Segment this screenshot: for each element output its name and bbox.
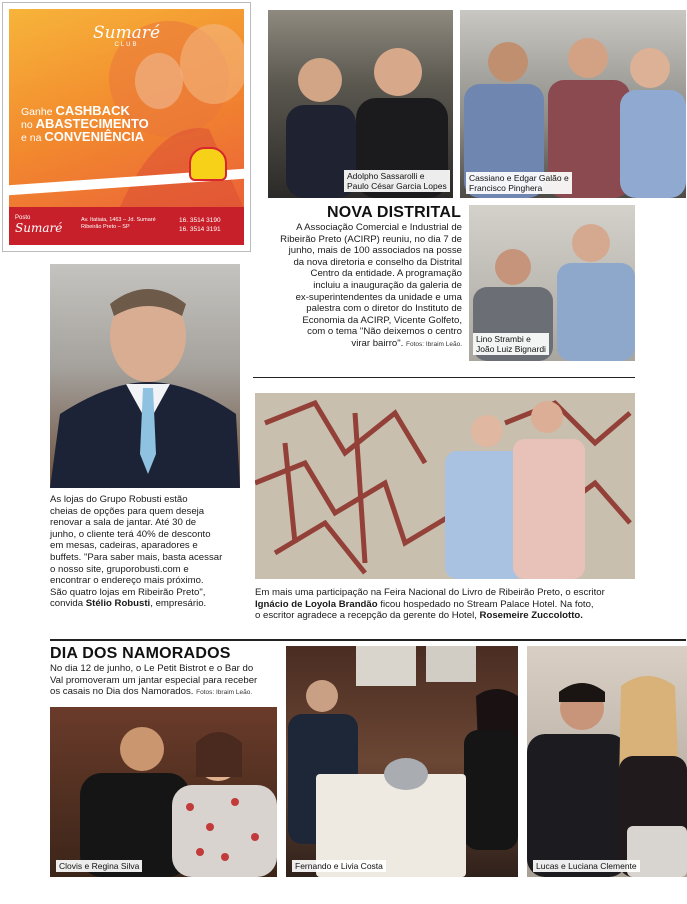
shell-logo-icon bbox=[189, 147, 227, 181]
feira-body: Em mais uma participação na Feira Nacional do Livro de Ribeirão Preto, o escritor Ignácio de Loyola Brandão ficou hospedado no Stream Palace Hotel. Na foto, o escritor agradece a recepção da gerente do Hotel, Rosemeire Zuccolotto. bbox=[255, 587, 605, 622]
photo-cassiano-edgar-francisco bbox=[460, 10, 686, 198]
ad-headline: Ganhe CASHBACK no ABASTECIMENTO e na CONVENIÊNCIA bbox=[21, 103, 149, 144]
photo-stelio-robusti bbox=[50, 264, 240, 488]
photo-fernando-livia bbox=[286, 646, 518, 877]
ad-logo: Sumaré bbox=[92, 23, 161, 43]
ad-artwork bbox=[9, 9, 244, 245]
photo-ignacio-rosemeire bbox=[255, 393, 635, 579]
heading-nova-distrital: NOVA DISTRITAL bbox=[327, 204, 462, 221]
distrital-credit: Fotos: Ibraim Leão. bbox=[406, 340, 462, 348]
ad-brand: Sumaré bbox=[15, 221, 63, 235]
robusti-body: As lojas do Grupo Robusti estão cheias de opções para quem deseja renovar a sala de jantar. Até 30 de junho, o cliente terá 40% de desconto em mesas, cadeiras, aparadores e buffets. "Para saber mais, basta acessar o nosso site, gruporobusti.com e encontrar o endereço mais próximo. São quatro lojas em Ribeirão Preto", convida Stélio Robusti, empresário. bbox=[50, 494, 223, 610]
photo-figures bbox=[50, 707, 277, 877]
photo-lucas-luciana bbox=[527, 646, 687, 877]
namorados-credit: Fotos: Ibraim Leão. bbox=[196, 689, 253, 697]
photo-figures bbox=[286, 646, 518, 877]
caption-cassiano-edgar: Cassiano e Edgar Galão e Francisco Pinghera bbox=[466, 172, 572, 194]
photo-mural bbox=[255, 393, 635, 579]
ad-footer bbox=[9, 207, 244, 245]
section-divider bbox=[50, 639, 686, 641]
heading-dia-dos-namorados: DIA DOS NAMORADOS bbox=[50, 645, 231, 662]
photo-figures bbox=[460, 10, 686, 198]
caption-lino-joao: Lino Strambi e João Luiz Bignardi bbox=[473, 333, 549, 355]
photo-figures bbox=[527, 646, 687, 877]
caption-lucas-luciana: Lucas e Luciana Clemente bbox=[533, 860, 640, 872]
photo-adolpho-paulo bbox=[268, 10, 453, 198]
caption-clovis-regina: Clovis e Regina Silva bbox=[56, 860, 142, 872]
photo-lino-joao bbox=[469, 205, 635, 361]
caption-fernando-livia: Fernando e Livia Costa bbox=[292, 860, 386, 872]
photo-figure bbox=[50, 264, 240, 488]
divider bbox=[253, 377, 635, 378]
photo-clovis-regina bbox=[50, 707, 277, 877]
namorados-body: No dia 12 de junho, o Le Petit Bistrot e o Bar do Val promoveram um jantar especial para receber os casais no Dia dos Namorados. Fotos: Ibraim Leão. bbox=[50, 663, 258, 698]
ad-phones: 16. 3514 3190 16. 3514 3191 bbox=[179, 217, 221, 233]
ad-brand-small: Posto bbox=[15, 215, 31, 221]
distrital-body: A Associação Comercial e Industrial de Ribeirão Preto (ACIRP) reuniu, no dia 7 de junho, mais de 100 associados na posse da nova diretoria e conselho da Distrital Centro da entidade. A programação incluiu a inauguração da galeria de ex-superintendentes da unidade e uma palestra com o diretor do Instituto de Economia da ACIRP, Vicente Golfeto, com o tema "Não deixemos o centro virar bairro". Fotos: Ibraim Leão. bbox=[280, 222, 462, 349]
ad-address: Av. Itatiaia, 1463 – Jd. Sumaré Ribeirão Preto – SP bbox=[81, 217, 156, 230]
caption-adolpho-paulo: Adolpho Sassarolli e Paulo César Garcia Lopes bbox=[344, 170, 450, 192]
sumare-ad[interactable] bbox=[2, 2, 251, 252]
ad-club: CLUB bbox=[114, 42, 139, 48]
